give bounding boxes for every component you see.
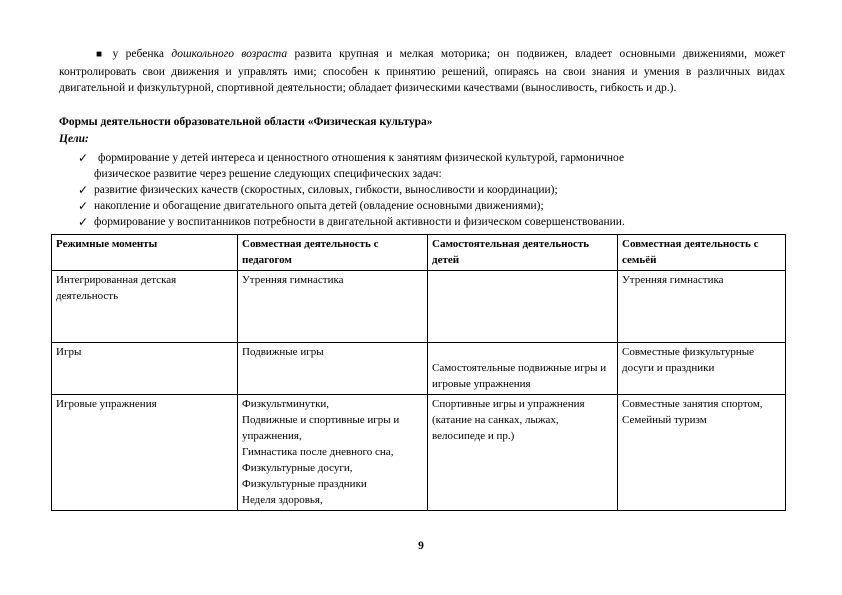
table-cell: Утренняя гимнастика [618,271,786,343]
goal-text: формирование у воспитанников потребности в двигательной активности и физическом совершенствовании. [94,216,625,228]
intro-lead: у ребенка [112,48,164,60]
cell-line: Физкультминутки, [242,398,330,410]
cell-line: Неделя здоровья, [242,494,323,506]
goal-text: формирование у детей интереса и ценностного отношения к занятиям физической культурой, гармоничное [98,152,625,164]
table-cell: Игровые упражнения [52,395,238,511]
activity-forms-table [51,234,786,511]
goal-text: развитие физических качеств (скоростных, силовых, гибкости, выносливости и координации); [94,184,558,196]
table-header-cell: Самостоятельная деятельность детей [428,235,618,271]
page-number: 9 [418,540,424,552]
square-bullet-icon: ■ [96,49,107,60]
intro-paragraph [59,46,785,97]
table-row [52,343,786,395]
checkmark-icon: ✓ [78,199,89,213]
table-header-row [52,235,786,271]
goal-text: накопление и обогащение двигательного опыта детей (овладение основными движениями); [94,200,544,212]
goal-item [78,214,788,230]
intro-rest: движениями, может контролировать свои движения и управлять ими; способен к принятию решений, опираясь на свои знания и умения в различных видах двигательной и физкультурной, спортивной деятельности; обладает физическими качествами (выносливость, гибкость и др.). [59,48,786,94]
table-cell: Совместные физкультурные досуги и праздники [618,343,786,395]
table-cell: Самостоятельные подвижные игры и игровые упражнения [428,343,618,395]
goal-text-continuation: физическое развитие через решение следующих специфических задач: [94,168,442,180]
table-cell [428,271,618,343]
table-row [52,271,786,343]
cell-line: Гимнастика после дневного сна, Физкультурные досуги, [242,446,394,474]
table-header-cell: Режимные моменты [52,235,238,271]
table-cell: Интегрированная детская деятельность [52,271,238,343]
intro-emphasis: дошкольного возраста [171,48,288,60]
table-cell: Утренняя гимнастика [238,271,428,343]
section-heading: Формы деятельности образовательной области «Физическая культура» [59,116,433,128]
checkmark-icon: ✓ [78,183,89,197]
table-cell: Игры [52,343,238,395]
cell-line: Физкультурные праздники [242,478,367,490]
intro-line1-rest: развита крупная и мелкая моторика; он подвижен, владеет основными [294,48,676,60]
goal-item [78,150,788,182]
goal-item [78,182,788,198]
table-cell: Спортивные игры и упражнения (катание на санках, лыжах, велосипеде и пр.) [428,395,618,511]
goals-list [78,150,788,230]
table-row [52,395,786,511]
table-header-cell: Совместная деятельность с педагогом [238,235,428,271]
table-cell: Подвижные игры [238,343,428,395]
goal-item [78,198,788,214]
checkmark-icon: ✓ [78,151,89,165]
table-header-cell: Совместная деятельность с семьёй [618,235,786,271]
goals-label: Цели: [59,133,89,145]
table-cell [238,395,428,511]
cell-line: Подвижные и спортивные игры и упражнения, [242,414,400,442]
table-cell: Совместные занятия спортом, Семейный туризм [618,395,786,511]
checkmark-icon: ✓ [78,215,89,229]
